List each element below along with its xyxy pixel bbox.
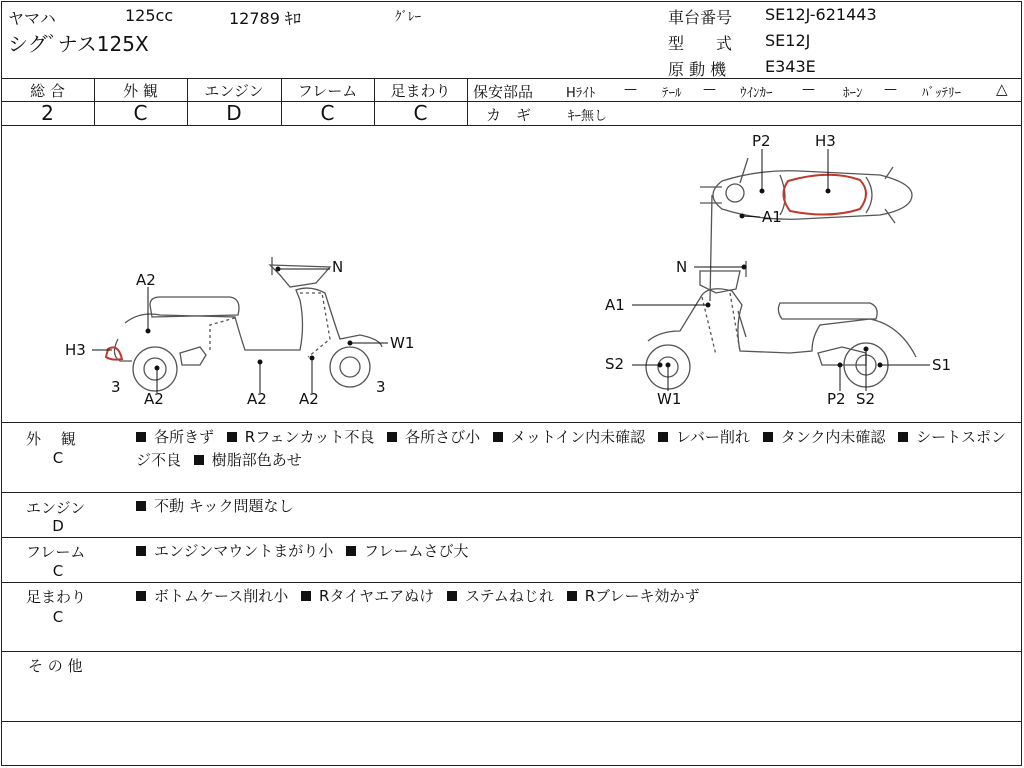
key-label: カ ギ [486, 106, 532, 124]
note-item: メットイン内未確認 [493, 428, 649, 446]
note-item: Rタイヤエアぬけ [301, 587, 438, 605]
section-grade-frame: C [52, 562, 64, 580]
mileage: 12789 ｷﾛ [229, 9, 301, 28]
key-value: ｷｰ無し [568, 109, 608, 124]
label-right-s2-b: S2 [856, 390, 876, 408]
type-label: 型 式 [668, 34, 733, 53]
note-item: ボトムケース削れ小 [136, 587, 292, 605]
note-item: Rブレーキ効かず [567, 587, 704, 605]
section-divider [1, 651, 1022, 652]
label-right-w1: W1 [657, 390, 682, 408]
safety-item-name: ﾎｰﾝ [843, 86, 863, 101]
label-left-3-a: 3 [111, 378, 121, 396]
safety-item-status: — [802, 82, 815, 97]
safety-item-status: — [703, 82, 716, 97]
note-item: 樹脂部色あせ [194, 451, 306, 469]
section-divider [1, 492, 1022, 493]
grade-header-frame: フレーム [297, 82, 358, 100]
section-grade-exterior: C [52, 449, 64, 467]
model-name: シグﾞナス125X [8, 32, 149, 56]
section-divider [1, 582, 1022, 583]
grade-header-suspension: 足まわり [390, 82, 451, 100]
scooter-right-view [646, 261, 916, 389]
label-top-h3: H3 [815, 132, 836, 150]
label-left-h3: H3 [65, 341, 86, 359]
label-left-a2-c: A2 [299, 390, 319, 408]
label-left-n: N [332, 258, 344, 276]
safety-row-line [467, 101, 1022, 102]
notes-exterior [136, 426, 1016, 472]
safety-item-status: △ [996, 80, 1008, 98]
section-title-engine: エンジン [26, 499, 86, 517]
label-left-a2-a: A2 [144, 390, 164, 408]
notes-frame [136, 540, 1016, 563]
grade-value-overall: 2 [41, 101, 54, 125]
label-top-a1: A1 [762, 208, 782, 226]
label-left-w1: W1 [390, 334, 415, 352]
grade-header-engine: エンジン [204, 82, 264, 100]
engine-label: 原 動 機 [668, 60, 727, 79]
section-divider [1, 721, 1022, 722]
note-item: 各所さび小 [387, 428, 484, 446]
scooter-top-view [700, 158, 912, 337]
section-grade-engine: D [52, 517, 64, 535]
section-title-suspension: 足まわり [26, 588, 87, 606]
label-right-p2: P2 [827, 390, 846, 408]
grade-header-overall: 総 合 [30, 82, 65, 100]
note-item: Rフェンカット不良 [227, 428, 379, 446]
label-left-a2-b: A2 [247, 390, 267, 408]
displacement: 125cc [125, 6, 174, 25]
label-right-a1: A1 [605, 296, 625, 314]
safety-item-name: ﾃｰﾙ [662, 86, 682, 101]
label-right-s1: S1 [932, 356, 952, 374]
safety-item-name: ﾊﾞｯﾃﾘｰ [922, 86, 961, 101]
note-item: フレームさび大 [346, 542, 472, 560]
section-grade-suspension: C [52, 608, 64, 626]
section-title-exterior: 外 観 [26, 430, 76, 448]
notes-engine [136, 495, 1016, 518]
note-item: ステムねじれ [447, 587, 558, 605]
section-title-other: そ の 他 [28, 657, 83, 675]
chassis-label: 車台番号 [668, 8, 733, 27]
leader-lines [92, 149, 930, 393]
color: ｸﾞﾚｰ [395, 10, 421, 25]
safety-item-status: — [884, 82, 897, 97]
label-right-n: N [676, 258, 688, 276]
safety-label: 保安部品 [473, 83, 534, 101]
section-divider [1, 537, 1022, 538]
note-item: レバー削れ [658, 428, 754, 446]
note-item: タンク内未確認 [763, 428, 890, 446]
engine-value: E343E [765, 57, 816, 76]
label-top-p2: P2 [752, 132, 771, 150]
label-right-s2-a: S2 [605, 355, 625, 373]
safety-item-name: Hﾗｲﾄ [566, 86, 596, 101]
chassis-value: SE12J-621443 [765, 5, 877, 24]
grade-header-exterior: 外 観 [123, 82, 158, 100]
grade-value-engine: D [226, 101, 242, 125]
note-item: 不動 キック問題なし [136, 497, 297, 515]
safety-item-name: ｳｲﾝｶｰ [740, 86, 773, 101]
notes-suspension [136, 585, 1016, 608]
note-item: シートスポンジ不良 [136, 428, 1007, 469]
grade-col-line [467, 78, 468, 125]
damage-outline-h3 [783, 175, 866, 215]
type-value: SE12J [765, 31, 811, 50]
section-title-frame: フレーム [26, 543, 86, 561]
note-item: 各所きず [136, 428, 218, 446]
grade-value-suspension: C [413, 101, 428, 125]
note-item: エンジンマウントまがり小 [136, 542, 337, 560]
label-left-a2-top: A2 [136, 271, 156, 289]
maker: ヤマハ [8, 9, 56, 28]
grade-value-frame: C [320, 101, 335, 125]
grade-value-exterior: C [133, 101, 148, 125]
safety-item-status: — [624, 82, 637, 97]
label-left-3-b: 3 [376, 378, 386, 396]
header-divider [1, 78, 1022, 79]
